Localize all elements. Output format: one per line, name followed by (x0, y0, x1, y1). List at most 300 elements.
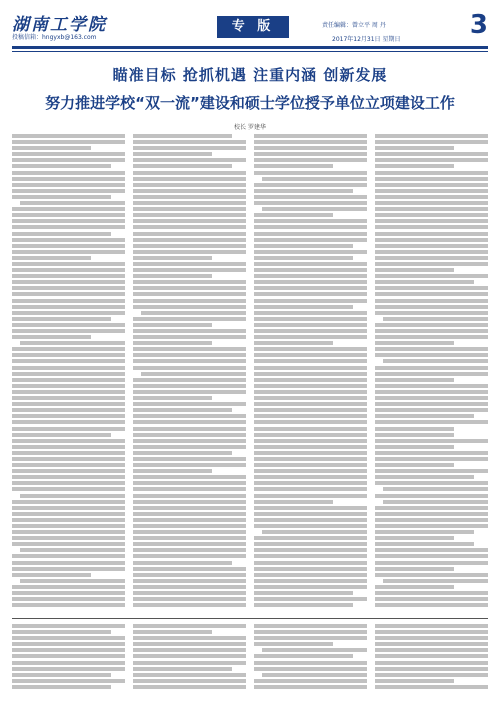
text-line (375, 274, 488, 278)
text-line (254, 667, 367, 671)
text-line (12, 500, 125, 504)
text-line (375, 597, 488, 601)
text-line (375, 427, 454, 431)
text-line (375, 548, 488, 552)
text-line (12, 536, 125, 540)
text-line (254, 536, 367, 540)
text-line (12, 378, 125, 382)
text-line (254, 311, 367, 315)
text-line (133, 256, 212, 260)
text-line (133, 554, 246, 558)
text-line (12, 597, 125, 601)
text-line (375, 679, 454, 683)
text-line (12, 420, 125, 424)
text-line (254, 213, 333, 217)
text-line (383, 359, 488, 363)
text-line (375, 451, 488, 455)
text-line (375, 536, 454, 540)
text-line (12, 554, 125, 558)
text-line (12, 256, 91, 260)
text-line (254, 685, 367, 689)
text-line (375, 347, 488, 351)
text-line (254, 579, 367, 583)
text-line (375, 512, 488, 516)
text-line (12, 679, 125, 683)
text-line (254, 445, 367, 449)
text-line (12, 292, 125, 296)
text-line (375, 201, 488, 205)
text-line (254, 158, 367, 162)
text-line (254, 140, 367, 144)
text-line (12, 585, 125, 589)
text-line (12, 329, 125, 333)
text-line (133, 420, 246, 424)
text-line (254, 305, 353, 309)
text-line (133, 524, 246, 528)
text-line (254, 642, 333, 646)
text-line (254, 378, 367, 382)
text-line (254, 630, 367, 634)
text-line (12, 445, 125, 449)
text-line (375, 146, 454, 150)
text-line (133, 463, 246, 467)
text-line (133, 597, 246, 601)
text-line (12, 402, 125, 406)
text-line (254, 457, 367, 461)
text-line (12, 171, 125, 175)
text-line (375, 636, 488, 640)
text-line (12, 630, 111, 634)
text-line (375, 402, 488, 406)
text-line (12, 140, 125, 144)
text-line (254, 463, 367, 467)
text-line (12, 299, 125, 303)
text-line (375, 256, 488, 260)
text-line (133, 286, 246, 290)
text-line (12, 642, 125, 646)
text-line (254, 323, 367, 327)
text-line (12, 335, 91, 339)
text-line (12, 408, 125, 412)
text-line (375, 390, 488, 394)
text-line (20, 201, 125, 205)
text-line (254, 219, 367, 223)
text-line (254, 250, 367, 254)
text-line (133, 661, 246, 665)
text-line (133, 378, 246, 382)
text-line (254, 353, 367, 357)
text-line (375, 414, 474, 418)
text-line (133, 433, 246, 437)
text-line (12, 427, 125, 431)
text-line (12, 636, 125, 640)
text-line (12, 573, 91, 577)
text-line (12, 317, 111, 321)
text-line (254, 256, 353, 260)
text-line (375, 475, 474, 479)
text-line (12, 433, 111, 437)
text-line (375, 341, 454, 345)
text-line (133, 457, 246, 461)
text-line (20, 548, 125, 552)
text-line (133, 542, 246, 546)
text-line (375, 140, 488, 144)
text-line (133, 579, 246, 583)
text-line (254, 451, 367, 455)
text-line (254, 341, 333, 345)
text-line (133, 213, 246, 217)
masthead-rule (12, 46, 488, 49)
newspaper-logo: 湖南工学院 (12, 15, 107, 35)
text-line (133, 323, 212, 327)
text-line (254, 414, 367, 418)
body-column-2 (133, 134, 246, 616)
text-line (133, 654, 246, 658)
text-line (133, 158, 246, 162)
text-line (12, 347, 125, 351)
text-line (133, 171, 246, 175)
text-line (12, 542, 125, 546)
body-column-1 (12, 134, 125, 616)
text-line (254, 494, 367, 498)
text-line (375, 469, 488, 473)
text-line (133, 567, 246, 571)
text-line (254, 408, 367, 412)
text-line (12, 268, 125, 272)
text-line (133, 238, 246, 242)
text-line (12, 152, 125, 156)
text-line (254, 225, 367, 229)
text-line (254, 396, 367, 400)
text-line (12, 591, 125, 595)
text-line (254, 561, 367, 565)
text-line (375, 366, 488, 370)
text-line (20, 494, 125, 498)
text-line (12, 654, 125, 658)
text-line (133, 648, 246, 652)
text-line (254, 512, 367, 516)
text-line (133, 494, 246, 498)
text-line (375, 439, 488, 443)
text-line (254, 152, 367, 156)
text-line (254, 232, 367, 236)
text-line (133, 305, 246, 309)
text-line (12, 524, 125, 528)
text-line (20, 579, 125, 583)
text-line (254, 390, 367, 394)
text-line (12, 506, 125, 510)
text-line (254, 164, 333, 168)
text-line (133, 164, 232, 168)
text-line (12, 463, 125, 467)
text-line (383, 487, 488, 491)
text-line (133, 140, 246, 144)
text-line (133, 506, 246, 510)
continuation-column-3 (254, 624, 367, 696)
text-line (12, 250, 125, 254)
text-line (12, 311, 125, 315)
text-line (12, 183, 125, 187)
text-line (254, 268, 367, 272)
text-line (133, 189, 246, 193)
text-line (133, 207, 246, 211)
issue-date: 2017年12月31日 星期日 (332, 36, 401, 43)
text-line (375, 408, 488, 412)
text-line (254, 335, 367, 339)
text-line (133, 548, 246, 552)
text-line (375, 268, 454, 272)
text-line (375, 250, 488, 254)
text-line (133, 317, 246, 321)
text-line (375, 384, 488, 388)
text-line (375, 244, 488, 248)
text-line (254, 548, 367, 552)
editors-line: 责任编辑：曾立平 周 丹 (322, 22, 386, 29)
text-line (12, 195, 111, 199)
text-line (133, 673, 246, 677)
text-line (254, 469, 367, 473)
text-line (254, 427, 367, 431)
text-line (254, 542, 367, 546)
text-line (254, 201, 367, 205)
continuation-column-4 (375, 624, 488, 696)
text-line (133, 152, 212, 156)
continuation-block (12, 624, 488, 696)
text-line (375, 378, 454, 382)
text-line (254, 439, 367, 443)
text-line (12, 487, 125, 491)
text-line (262, 673, 367, 677)
text-line (12, 238, 125, 242)
text-line (375, 158, 488, 162)
text-line (375, 171, 488, 175)
text-line (133, 268, 246, 272)
article-body (12, 134, 488, 616)
text-line (133, 518, 246, 522)
section-label: 专 版 (217, 16, 289, 38)
text-line (254, 500, 333, 504)
text-line (254, 134, 367, 138)
text-line (375, 305, 488, 309)
text-line (12, 372, 125, 376)
text-line (12, 469, 125, 473)
text-line (12, 164, 111, 168)
text-line (375, 372, 488, 376)
text-line (12, 244, 125, 248)
text-line (375, 624, 488, 628)
text-line (254, 317, 367, 321)
text-line (133, 603, 246, 607)
text-line (20, 341, 125, 345)
text-line (254, 597, 367, 601)
text-line (254, 244, 353, 248)
text-line (375, 661, 488, 665)
text-line (254, 366, 367, 370)
text-line (12, 439, 125, 443)
text-line (254, 654, 353, 658)
text-line (375, 648, 488, 652)
text-line (133, 335, 246, 339)
text-line (375, 183, 488, 187)
text-line (375, 433, 454, 437)
text-line (12, 353, 125, 357)
text-line (12, 189, 125, 193)
text-line (12, 280, 125, 284)
text-line (254, 624, 367, 628)
text-line (375, 323, 488, 327)
text-line (254, 274, 367, 278)
text-line (375, 213, 488, 217)
masthead-rule-thin (12, 51, 488, 52)
text-line (133, 359, 246, 363)
text-line (133, 475, 246, 479)
text-line (12, 451, 125, 455)
text-line (375, 152, 488, 156)
text-line (12, 305, 125, 309)
text-line (375, 292, 488, 296)
text-line (133, 561, 232, 565)
text-line (375, 585, 454, 589)
text-line (12, 219, 125, 223)
text-line (254, 195, 367, 199)
text-line (133, 353, 246, 357)
text-line (375, 642, 488, 646)
text-line (12, 624, 125, 628)
text-line (375, 311, 488, 315)
text-line (133, 642, 246, 646)
text-line (12, 177, 125, 181)
text-line (12, 475, 125, 479)
text-line (254, 487, 367, 491)
text-line (12, 359, 125, 363)
text-line (12, 481, 125, 485)
text-line (12, 323, 125, 327)
text-line (254, 603, 353, 607)
text-line (133, 469, 212, 473)
contribution-email: 投稿信箱：hngyxb@163.com (12, 34, 97, 41)
text-line (254, 636, 367, 640)
text-line (12, 512, 125, 516)
text-line (375, 561, 488, 565)
text-line (12, 390, 125, 394)
text-line (12, 603, 125, 607)
text-line (12, 530, 125, 534)
text-line (133, 274, 212, 278)
text-line (133, 262, 246, 266)
text-line (383, 579, 488, 583)
text-line (133, 402, 246, 406)
text-line (133, 177, 246, 181)
text-line (375, 494, 488, 498)
text-line (133, 439, 246, 443)
text-line (375, 673, 488, 677)
text-line (262, 648, 367, 652)
text-line (375, 189, 488, 193)
text-line (375, 262, 488, 266)
text-line (133, 451, 232, 455)
text-line (133, 408, 232, 412)
text-line (133, 487, 246, 491)
text-line (133, 134, 232, 138)
text-line (254, 573, 367, 577)
text-line (133, 585, 246, 589)
text-line (133, 427, 246, 431)
body-column-3 (254, 134, 367, 616)
text-line (375, 177, 488, 181)
text-line (375, 164, 454, 168)
text-line (375, 554, 488, 558)
text-line (12, 225, 125, 229)
text-line (133, 636, 246, 640)
text-line (12, 232, 111, 236)
text-line (254, 585, 367, 589)
text-line (262, 177, 367, 181)
text-line (133, 219, 246, 223)
text-line (133, 347, 246, 351)
text-line (12, 146, 91, 150)
text-line (254, 359, 367, 363)
text-line (12, 396, 125, 400)
text-line (254, 347, 367, 351)
text-line (254, 554, 367, 558)
text-line (375, 299, 488, 303)
text-line (375, 567, 454, 571)
text-line (254, 591, 353, 595)
text-line (254, 506, 367, 510)
text-line (375, 445, 454, 449)
text-line (254, 420, 367, 424)
text-line (12, 667, 125, 671)
text-line (375, 219, 488, 223)
text-line (254, 183, 367, 187)
text-line (141, 372, 246, 376)
text-line (375, 353, 488, 357)
text-line (375, 420, 488, 424)
text-line (133, 292, 246, 296)
text-line (133, 396, 212, 400)
text-line (12, 661, 125, 665)
headline-line-1: 瞄准目标 抢抓机遇 注重内涵 创新发展 (112, 66, 388, 84)
text-line (375, 524, 488, 528)
text-line (254, 299, 367, 303)
text-line (375, 286, 488, 290)
text-line (375, 685, 488, 689)
text-line (133, 201, 246, 205)
page-number: 3 (469, 10, 488, 40)
text-line (133, 530, 246, 534)
continuation-column-2 (133, 624, 246, 696)
text-line (383, 317, 488, 321)
headline-line-2: 努力推进学校“双一流”建设和硕士学位授予单位立项建设工作 (45, 94, 455, 112)
text-line (133, 225, 246, 229)
text-line (254, 329, 367, 333)
text-line (133, 679, 246, 683)
text-line (133, 445, 246, 449)
text-line (254, 481, 367, 485)
text-line (254, 661, 367, 665)
text-line (133, 146, 246, 150)
text-line (133, 500, 246, 504)
text-line (262, 530, 367, 534)
text-line (254, 384, 367, 388)
text-line (12, 561, 125, 565)
text-line (375, 518, 488, 522)
byline: 校长 罗建华 (234, 124, 266, 131)
text-line (254, 372, 367, 376)
text-line (375, 530, 474, 534)
text-line (254, 292, 367, 296)
text-line (375, 463, 454, 467)
